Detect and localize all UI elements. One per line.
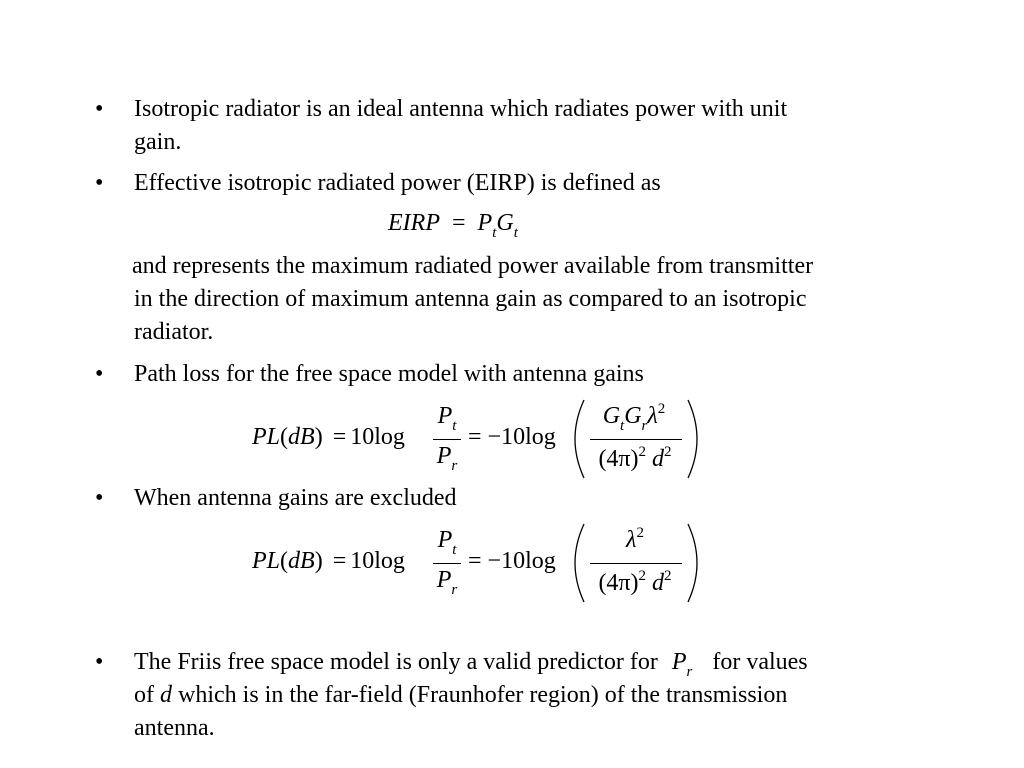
eq1-g1: G: [602, 403, 621, 429]
eq1-den-sub: r: [451, 458, 458, 474]
bullet-5-pr-p: P: [671, 649, 687, 675]
eq1-equals-2: =: [468, 424, 482, 450]
eq1-g2: G: [624, 403, 642, 429]
bullet-5-line-1: [134, 646, 808, 682]
eq1-four-pi: (4π): [598, 446, 639, 472]
eq1-d: d: [652, 446, 665, 472]
eq2-lhs: [252, 548, 405, 575]
eq2-big-denominator: [588, 570, 682, 597]
eq2-db: dB: [288, 548, 315, 574]
eq1-big-denominator: [588, 446, 682, 473]
eq1-lambda: λ: [647, 403, 658, 429]
eq2-ten-log: 10log: [350, 548, 405, 574]
bullet-5-line-3: antenna.: [134, 715, 215, 741]
eq1-ten-log: 10log: [350, 424, 405, 450]
eq1-g2-sub: r: [641, 418, 648, 434]
eq1-d-sup: 2: [664, 444, 672, 460]
para-line-2: in the direction of maximum antenna gain as compared to an isotropic: [134, 286, 807, 312]
bullet-dot: •: [95, 170, 104, 196]
bullet-4-line-1: When antenna gains are excluded: [134, 485, 457, 511]
para-line-3: radiator.: [134, 319, 214, 345]
bullet-dot: •: [95, 361, 104, 387]
eirp-p-sub: t: [492, 225, 497, 241]
eq1-open-paren: (: [280, 424, 289, 450]
eq1-lhs: [252, 424, 405, 451]
eq2-lambda: λ: [626, 527, 637, 553]
eq2-frac-denominator: [434, 567, 460, 598]
bullet-dot: •: [95, 485, 104, 511]
eirp-p: P: [477, 210, 493, 236]
bullet-2-line-1: Effective isotropic radiated power (EIRP) is defined as: [134, 170, 661, 196]
eq2-num-sub: t: [452, 542, 457, 558]
eq1-four-pi-sup: 2: [638, 444, 647, 460]
eq1-rhs: [468, 424, 556, 451]
eq2-den-p: P: [436, 567, 452, 593]
eq1-num-sub: t: [452, 418, 457, 434]
bullet-dot: •: [95, 96, 104, 122]
eq2-den-sub: r: [451, 582, 458, 598]
eirp-g-sub: t: [513, 225, 518, 241]
eirp-g: G: [496, 210, 514, 236]
bullet-5-line-2: [134, 679, 787, 712]
bullet-1-line-1: Isotropic radiator is an ideal antenna which radiates power with unit: [134, 96, 788, 122]
para-line-1: and represents the maximum radiated power available from transmitter: [132, 253, 814, 279]
eq2-lambda-sup: 2: [636, 525, 644, 541]
eq2-pl: PL: [252, 548, 281, 574]
eirp-equals: =: [451, 210, 466, 236]
bullet-5-line-2-pre: of: [134, 682, 154, 708]
eq1-neg-ten-log: −10log: [487, 424, 556, 450]
eq2-equals-2: =: [468, 548, 482, 574]
eq2-four-pi: (4π): [598, 570, 639, 596]
eq1-g1-sub: t: [620, 418, 625, 434]
bullet-5-d: d: [160, 682, 172, 708]
bullet-5-suffix: for values: [712, 649, 808, 675]
eq2-four-pi-sup: 2: [638, 568, 647, 584]
eq2-d-sup: 2: [664, 568, 672, 584]
eq2-d: d: [652, 570, 665, 596]
eq1-frac-numerator: [434, 403, 460, 434]
eq1-den-p: P: [436, 443, 452, 469]
eq2-num-p: P: [437, 527, 453, 553]
bullet-dot: •: [95, 649, 104, 675]
eq2-open-paren: (: [280, 548, 289, 574]
bullet-5-line-2-post: which is in the far-field (Fraunhofer region) of the transmission: [178, 682, 788, 708]
eq1-lambda-sup: 2: [657, 401, 666, 417]
eq1-big-numerator: [588, 401, 680, 434]
eq1-db: dB: [288, 424, 315, 450]
eq2-frac-bar: [433, 563, 461, 564]
eirp-lhs: EIRP: [388, 210, 440, 236]
bullet-1-line-2: gain.: [134, 129, 182, 155]
eq1-num-p: P: [437, 403, 453, 429]
eq1-frac-denominator: [434, 443, 460, 474]
eq1-close-paren: ): [314, 424, 323, 450]
eq2-big-frac-bar: [590, 563, 682, 564]
bullet-5-pr-sub: r: [686, 664, 693, 680]
bullet-3-line-1: Path loss for the free space model with antenna gains: [134, 361, 644, 387]
eirp-equation: [388, 210, 518, 241]
eq2-big-numerator: [588, 527, 682, 554]
eq2-neg-ten-log: −10log: [487, 548, 556, 574]
eq2-frac-numerator: [434, 527, 460, 558]
eq2-close-paren: ): [314, 548, 323, 574]
eq2-equals-1: =: [332, 548, 347, 574]
eq1-big-frac-bar: [590, 439, 682, 440]
eq2-rhs: [468, 548, 556, 575]
eq1-pl: PL: [252, 424, 281, 450]
eq1-equals-1: =: [332, 424, 347, 450]
bullet-5-prefix: The Friis free space model is only a valid predictor for: [134, 649, 658, 675]
eq1-frac-bar: [433, 439, 461, 440]
